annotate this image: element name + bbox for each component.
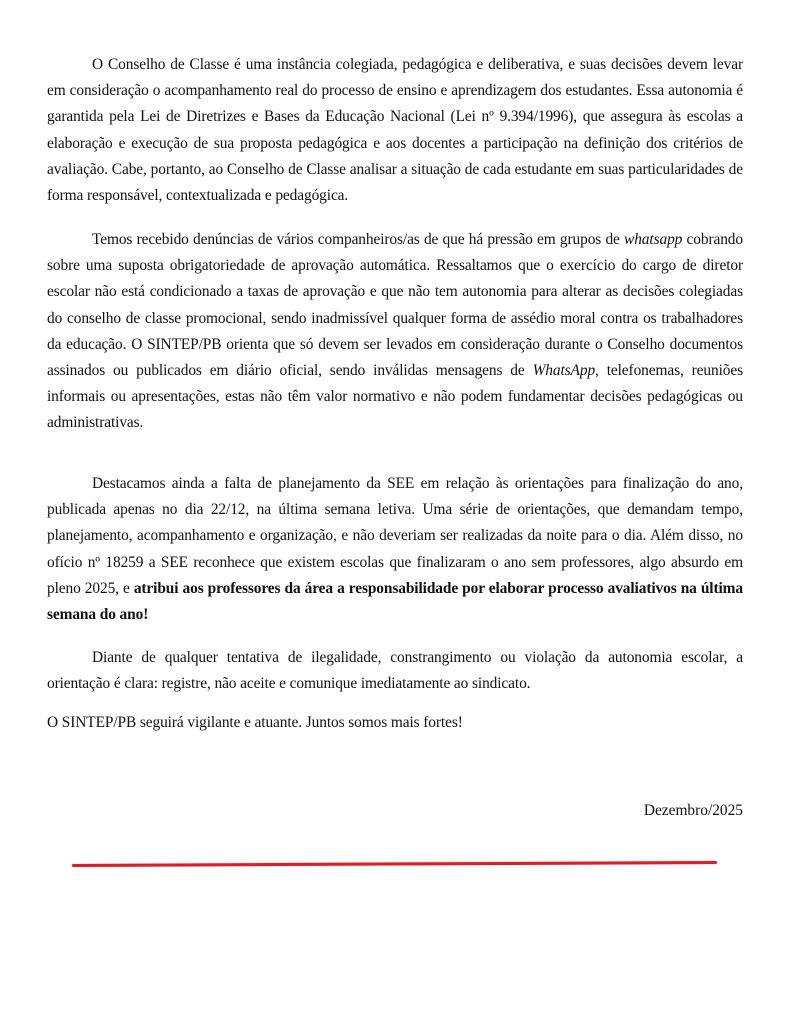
italic-term-whatsapp-brand: WhatsApp	[532, 362, 596, 380]
paragraph-text: Temos recebido denúncias de vários companheiros/as de que há pressão em grupos de	[92, 231, 625, 248]
bold-emphasis: atribui aos professores da área a responsabilidade por elaborar processo avaliativos na última semana do ano!	[47, 579, 743, 624]
paragraph-text: cobrando sobre uma suposta obrigatoriedade de aprovação automática. Ressaltamos que o exercício do cargo de diretor escolar não está condicionado a taxas de aprovação e que não tem autonomia para alterar as decisões colegiadas do conselho de classe promocional, sendo inadmissível qualquer forma de assédio moral contra os trabalhadores da educação. O SINTEP/PB orienta que só devem ser levados em consideração durante o Conselho documentos assinados ou publicados em diário oficial, sendo inválidas mensagens de	[47, 231, 743, 380]
paragraph-falta-planejamento-see	[47, 471, 743, 628]
paragraph-text: , telefonemas, reuniões informais ou apresentações, estas não têm valor normativo e não podem fundamentar decisões pedagógicas ou administrativas.	[47, 362, 743, 432]
paragraph-text: Destacamos ainda a falta de planejamento da SEE em relação às orientações para finalização do ano, publicada apenas no dia 22/12, na última semana letiva. Uma série de orientações, que demandam tempo, planejamento, acompanhamento e organização, e não deveriam ser realizadas da noite para o dia. Além disso, no ofício nº 18259 a SEE reconhece que existem escolas que finalizaram o ano sem professores, algo absurdo em pleno 2025, e	[47, 475, 743, 597]
paragraph-denuncias-whatsapp	[47, 227, 743, 437]
date-line: Dezembro/2025	[643, 802, 743, 819]
italic-term-whatsapp: whatsapp	[624, 231, 683, 248]
paragraph-conselho-de-classe	[47, 52, 743, 209]
paragraph-text: O SINTEP/PB seguirá vigilante e atuante. Juntos somos mais fortes!	[47, 714, 463, 731]
paragraph-orientacao	[47, 645, 743, 697]
paragraph-closing	[47, 710, 743, 736]
paragraph-text: Diante de qualquer tentativa de ilegalidade, constrangimento ou violação da autonomia escolar, a orientação é clara: registre, não aceite e comunique imediatamente ao sindicato.	[47, 649, 743, 693]
red-divider-line	[72, 861, 717, 867]
paragraph-text: O Conselho de Classe é uma instância colegiada, pedagógica e deliberativa, e suas decisões devem levar em consideração o acompanhamento real do processo de ensino e aprendizagem dos estudantes. Essa autonomia é garantida pela Lei de Diretrizes e Bases da Educação Nacional (Lei nº 9.394/1996), que assegura às escolas a elaboração e execução de sua proposta pedagógica e aos docentes a participação na definição dos critérios de avaliação. Cabe, portanto, ao Conselho de Classe analisar a situação de cada estudante em suas particularidades de forma responsável, contextualizada e pedagógica.	[47, 56, 743, 205]
